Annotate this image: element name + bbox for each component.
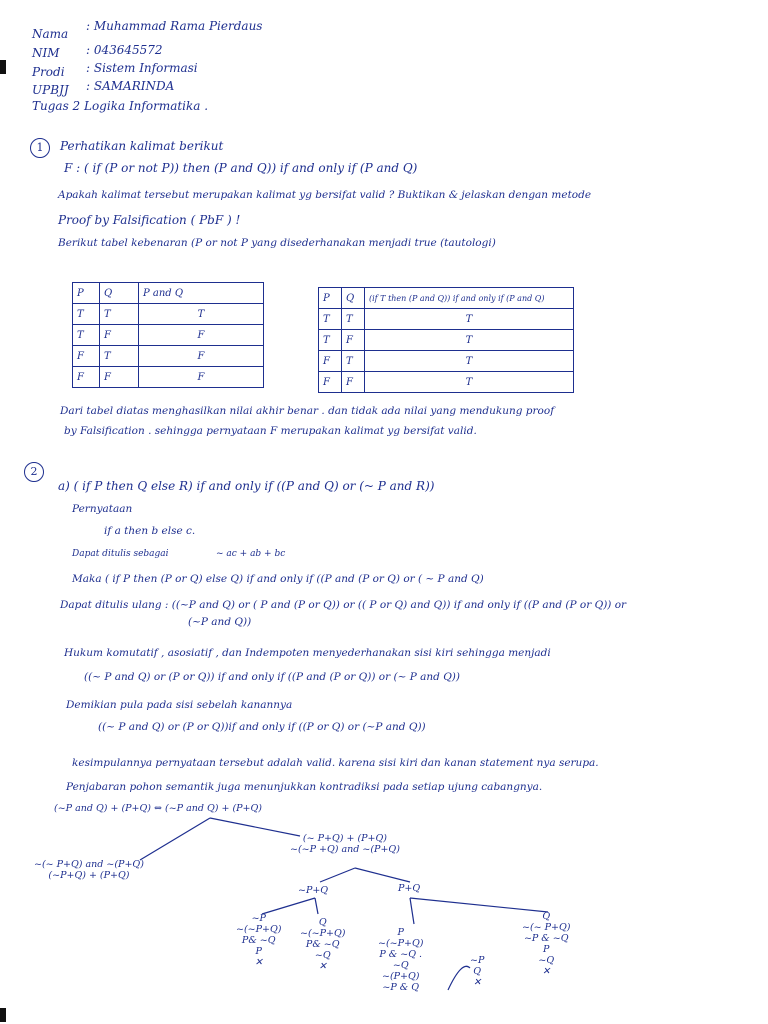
q2-a-line: a) ( if P then Q else R) if and only if ((P and Q) or (~ P and R)) — [58, 479, 435, 493]
q1-conclusion-2: by Falsification . sehingga pernyataan F merupakan kalimat yg bersifat valid. — [64, 425, 477, 437]
q1-conclusion-1: Dari tabel diatas menghasilkan nilai akhir benar . dan tidak ada nilai yang mendukung proof — [60, 405, 555, 417]
table-cell: F — [139, 367, 264, 388]
nim-label: NIM — [32, 46, 60, 60]
table-cell: F — [100, 325, 139, 346]
tree-leaf-2: Q ~(~P+Q) P& ~Q ~Q ✕ — [300, 917, 346, 972]
table-cell: T — [342, 309, 365, 330]
table-header-cell: P and Q — [139, 283, 264, 304]
q1-intro: Perhatikan kalimat berikut — [60, 139, 224, 153]
tree-leaf-1: ~P ~(~P+Q) P& ~Q P ✕ — [236, 913, 282, 968]
prodi-label: Prodi — [32, 65, 65, 79]
upbjj-label: UPBJJ — [32, 83, 69, 97]
table-cell: F — [100, 367, 139, 388]
q2-pernyataan: Pernyataan — [72, 503, 133, 515]
table-cell: T — [100, 304, 139, 325]
tree-leaf-3: P ~(~P+Q) P & ~Q . ~Q ~(P+Q) ~P & Q — [378, 927, 424, 993]
table-cell: F — [73, 346, 100, 367]
q2-kesimpulan: kesimpulannya pernyataan tersebut adalah valid. karena sisi kiri dan kanan statement nya serupa. — [72, 757, 599, 769]
table-cell: T — [73, 304, 100, 325]
nim-value: : 043645572 — [86, 43, 163, 57]
tree-right-branch: (~ P+Q) + (P+Q) ~(~P +Q) and ~(P+Q) — [290, 833, 400, 855]
q2-expr-abc: ~ ac + ab + bc — [216, 549, 286, 559]
question-1-number: 1 — [30, 138, 50, 158]
table-cell: T — [319, 309, 342, 330]
tree-leaf-4: Q ~(~ P+Q) ~P & ~Q P ~Q ✕ — [522, 911, 571, 977]
question-2-number: 2 — [24, 462, 44, 482]
table-cell: T — [139, 304, 264, 325]
q1-question: Apakah kalimat tersebut merupakan kalimat yg bersifat valid ? Buktikan & jelaskan dengan metode — [58, 189, 592, 201]
table-cell: F — [319, 372, 342, 393]
q2-demikian-expr: ((~ P and Q) or (P or Q))if and only if ((P or Q) or (~P and Q)) — [98, 721, 426, 733]
nama-label: Nama — [32, 27, 69, 41]
table-cell: F — [342, 330, 365, 351]
prodi-value: : Sistem Informasi — [86, 61, 198, 75]
table-cell: F — [73, 367, 100, 388]
nama-value: : Muhammad Rama Pierdaus — [86, 19, 263, 33]
q1-formula: F : ( if (P or not P)) then (P and Q)) if and only if (P and Q) — [64, 161, 418, 175]
upbjj-value: : SAMARINDA — [86, 79, 175, 93]
q2-hukum: Hukum komutatif , asosiatif , dan Indempoten menyederhanakan sisi kiri sehingga menjadi — [64, 647, 551, 659]
table-header-cell: P — [319, 288, 342, 309]
table-cell: T — [73, 325, 100, 346]
table-cell: F — [139, 325, 264, 346]
table-cell: T — [100, 346, 139, 367]
table-header-cell: P — [73, 283, 100, 304]
table-cell: T — [342, 351, 365, 372]
tugas-title: Tugas 2 Logika Informatika . — [32, 99, 209, 113]
table-header-cell: Q — [100, 283, 139, 304]
tree-mid-node-2: P+Q — [398, 883, 421, 894]
q1-truth-note: Berikut tabel kebenaran (P or not P yang disederhanakan menjadi true (tautologi) — [58, 237, 496, 249]
table-cell: T — [365, 309, 574, 330]
q2-penjabaran: Penjabaran pohon semantik juga menunjukkan kontradiksi pada setiap ujung cabangnya. — [66, 781, 543, 793]
table-header-cell: (if T then (P and Q)) if and only if (P and Q) — [365, 288, 574, 309]
q2-if-abc: if a then b else c. — [104, 525, 196, 537]
q2-dapat-ditulis: Dapat ditulis sebagai — [72, 549, 169, 559]
table-cell: T — [365, 351, 574, 372]
table-cell: F — [342, 372, 365, 393]
table-cell: F — [319, 351, 342, 372]
q2-hukum-expr: ((~ P and Q) or (P or Q)) if and only if ((P and (P or Q)) or (~ P and Q)) — [84, 671, 460, 683]
tree-mid-node-1: ~P+Q — [298, 885, 329, 896]
table-cell: T — [365, 372, 574, 393]
q2-demikian: Demikian pula pada sisi sebelah kanannya — [66, 699, 293, 711]
tree-root: (~P and Q) + (P+Q) ⇔ (~P and Q) + (P+Q) — [54, 803, 263, 814]
q2-maka: Maka ( if P then (P or Q) else Q) if and only if ((P and (P or Q) or ( ~ P and Q) — [72, 573, 484, 585]
table-header-cell: Q — [342, 288, 365, 309]
q2-ulang-2: (~P and Q)) — [188, 616, 252, 628]
q1-method: Proof by Falsification ( PbF ) ! — [58, 213, 241, 227]
q2-ulang-1: Dapat ditulis ulang : ((~P and Q) or ( P and (P or Q)) or (( P or Q) and Q)) if and only if ((P and (P or Q)) or — [60, 599, 627, 611]
tree-leaf-3b: ~P Q ✕ — [470, 955, 485, 988]
table-cell: T — [319, 330, 342, 351]
tree-left-branch: ~(~ P+Q) and ~(P+Q) (~P+Q) + (P+Q) — [34, 859, 144, 881]
table-cell: T — [365, 330, 574, 351]
table-cell: F — [139, 346, 264, 367]
